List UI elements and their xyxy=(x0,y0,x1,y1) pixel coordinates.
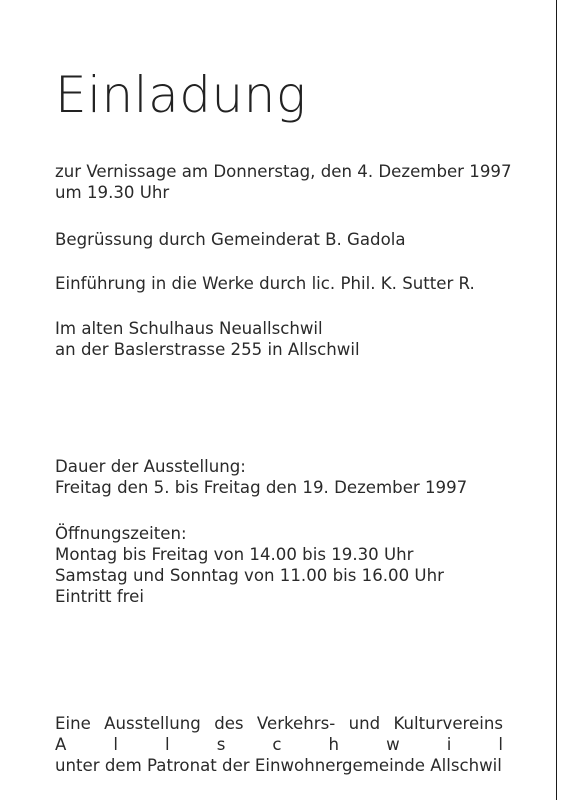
footer-letter: l xyxy=(165,735,170,754)
greeting-line xyxy=(55,229,406,250)
footer-letter: h xyxy=(328,735,340,754)
footer-block xyxy=(55,713,503,776)
opening-hours-weekend: Samstag und Sonntag von 11.00 bis 16.00 Uhr xyxy=(55,566,444,585)
footer-word: Verkehrs- xyxy=(256,714,336,733)
location-address: an der Baslerstrasse 255 in Allschwil xyxy=(55,340,360,359)
footer-patronage-text: unter dem Patronat der Einwohnergemeinde Allschwil xyxy=(55,756,502,775)
footer-word: Eine xyxy=(55,714,91,733)
page-edge-line xyxy=(556,0,557,800)
footer-word: und xyxy=(348,714,381,733)
footer-town-line xyxy=(55,734,503,755)
page-title: Einladung xyxy=(55,66,307,124)
footer-word: Ausstellung xyxy=(104,714,201,733)
footer-letter: c xyxy=(272,735,282,754)
opening-hours-heading: Öffnungszeiten: xyxy=(55,524,187,543)
opening-hours-weekdays: Montag bis Freitag von 14.00 bis 19.30 Uhr xyxy=(55,545,414,564)
footer-word: des xyxy=(214,714,244,733)
footer-organizer-line xyxy=(55,713,503,734)
footer-patronage-line xyxy=(55,755,503,776)
footer-letter: s xyxy=(216,735,226,754)
location-venue: Im alten Schulhaus Neuallschwil xyxy=(55,319,323,338)
footer-word: Kulturvereins xyxy=(393,714,503,733)
vernissage-date: zur Vernissage am Donnerstag, den 4. Dezember 1997 xyxy=(55,162,512,181)
duration-dates: Freitag den 5. bis Freitag den 19. Dezember 1997 xyxy=(55,478,468,497)
opening-hours-block xyxy=(55,523,444,607)
vernissage-time: um 19.30 Uhr xyxy=(55,183,170,202)
footer-letter: w xyxy=(386,735,400,754)
footer-letter: l xyxy=(113,735,119,754)
introduction-text: Einführung in die Werke durch lic. Phil. K. Sutter R. xyxy=(55,274,475,293)
admission-note: Eintritt frei xyxy=(55,587,144,606)
duration-block xyxy=(55,456,467,498)
footer-letter: A xyxy=(55,735,67,754)
duration-heading: Dauer der Ausstellung: xyxy=(55,457,246,476)
location-block xyxy=(55,318,360,360)
introduction-line xyxy=(55,273,475,294)
footer-letter: l xyxy=(498,735,503,754)
greeting-text: Begrüssung durch Gemeinderat B. Gadola xyxy=(55,230,406,249)
vernissage-block xyxy=(55,161,512,203)
footer-letter: i xyxy=(446,735,452,754)
